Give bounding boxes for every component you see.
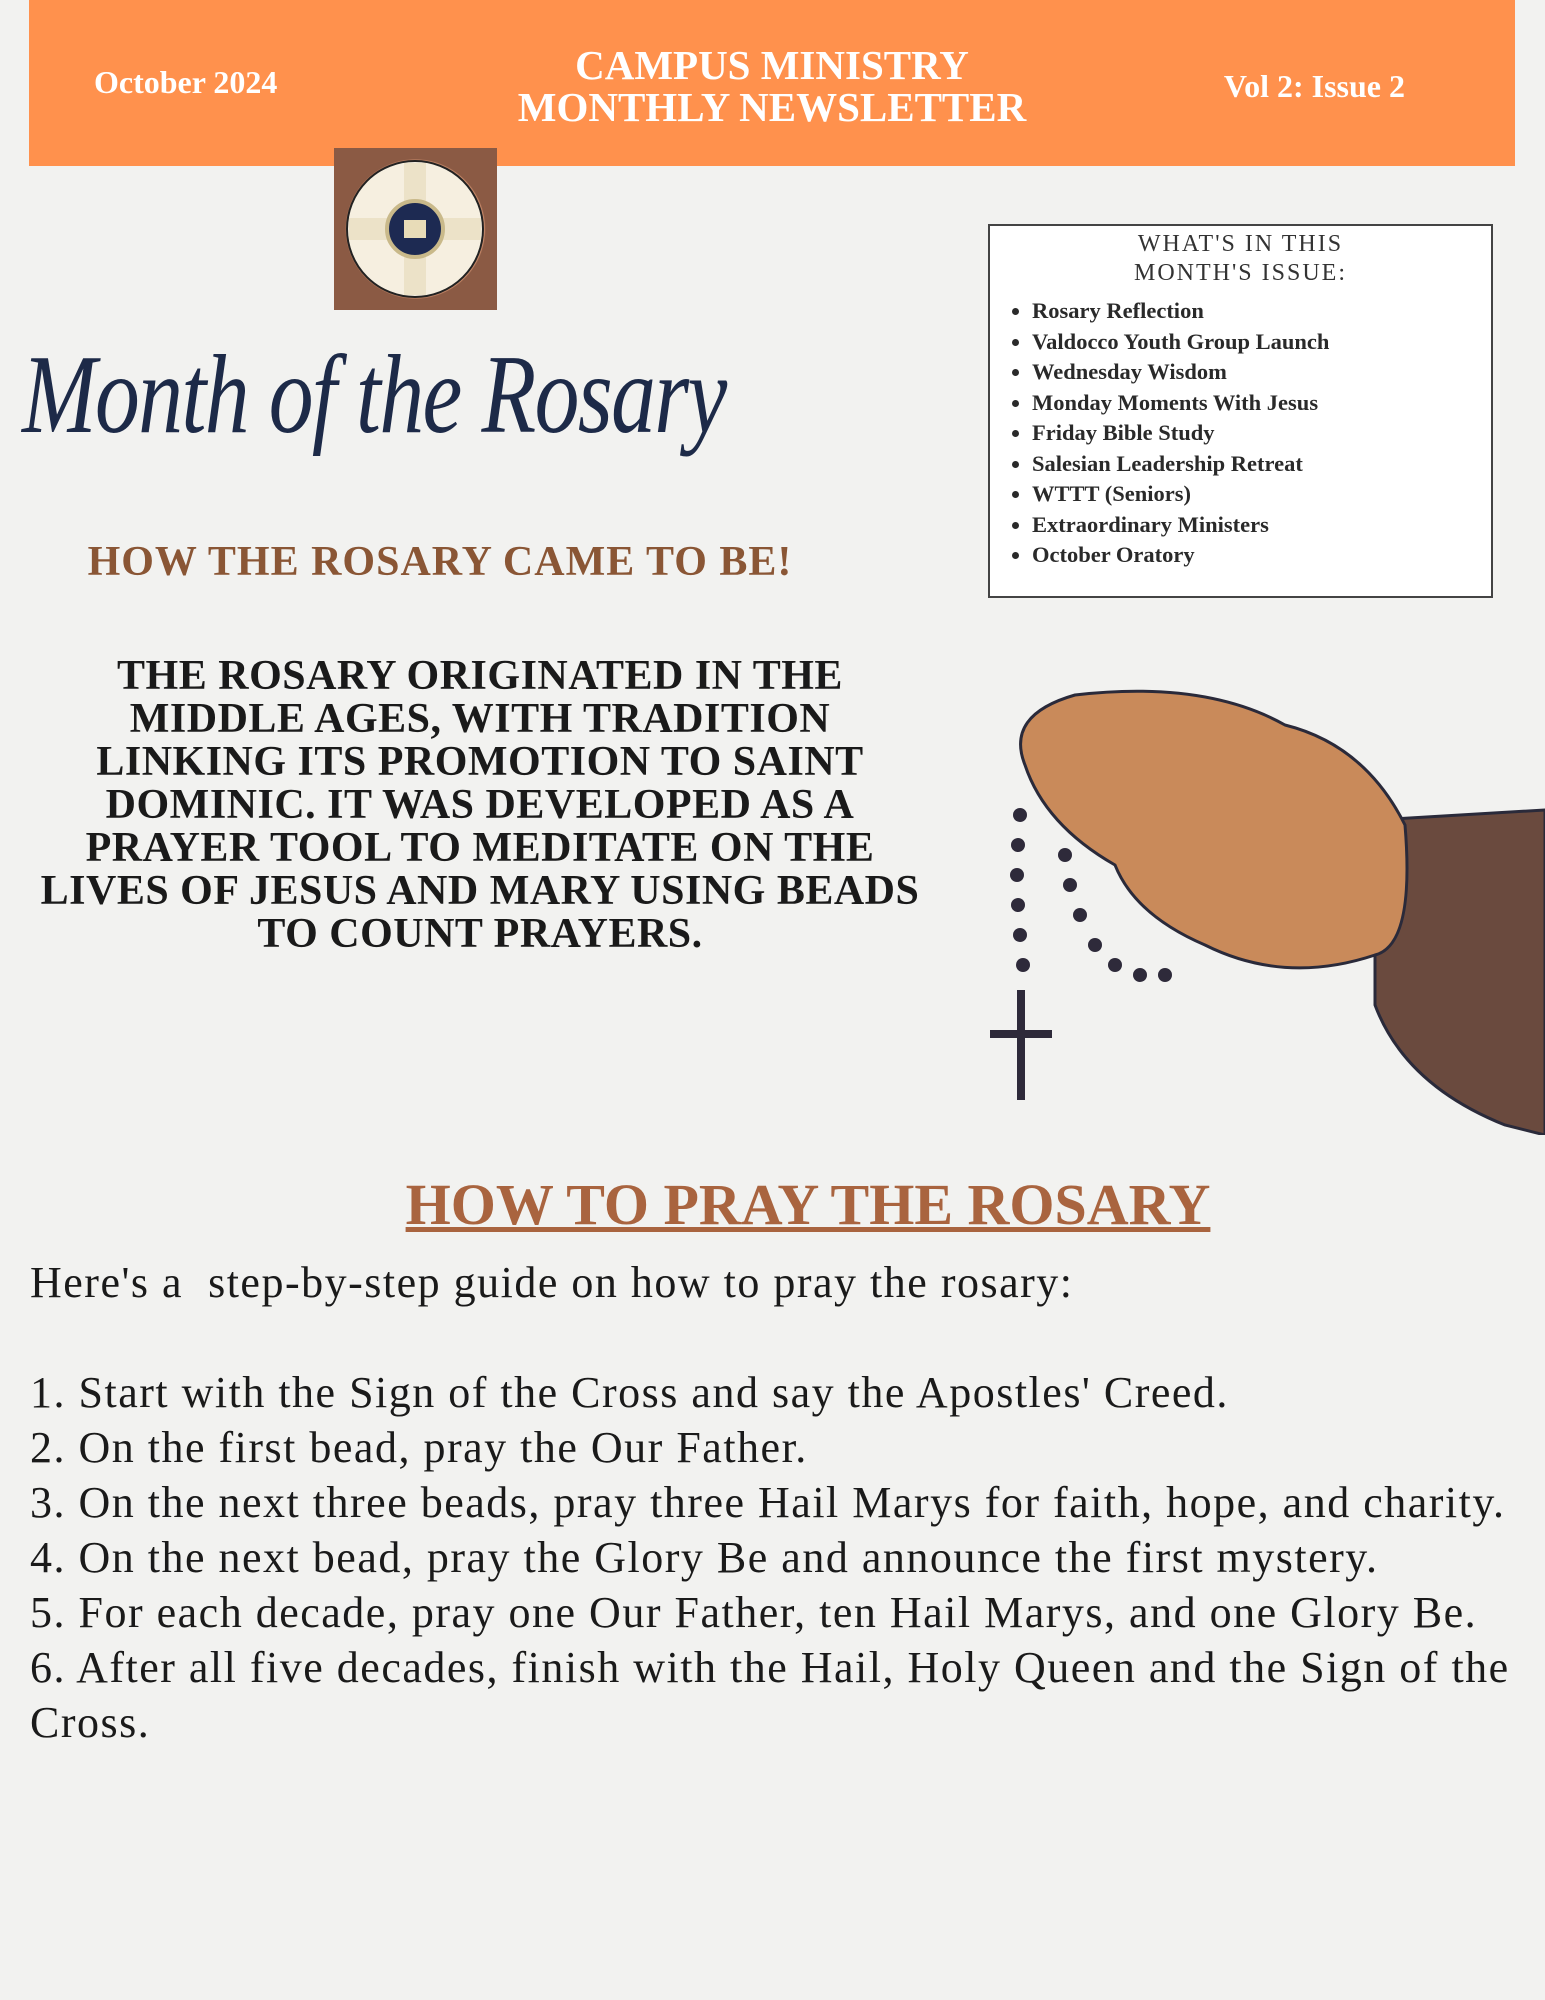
guide-heading: HOW TO PRAY THE ROSARY [405, 1172, 1211, 1237]
guide-step: 2. On the first bead, pray the Our Father. [30, 1423, 808, 1472]
campus-ministry-logo [334, 148, 497, 310]
guide-intro: Here's a step-by-step guide on how to pray the rosary: [30, 1258, 1074, 1307]
title-line-2: MONTHLY NEWSLETTER [517, 84, 1027, 130]
toc-item: • Valdocco Youth Group Launch [1032, 327, 1491, 358]
guide-step: 3. On the next three beads, pray three Hail Marys for faith, hope, and charity. [30, 1478, 1506, 1527]
toc-item: • Wednesday Wisdom [1032, 357, 1491, 388]
toc-item: • Friday Bible Study [1032, 418, 1491, 449]
table-of-contents [988, 224, 1493, 598]
feature-body: THE ROSARY ORIGINATED IN THE MIDDLE AGES, WITH TRADITION LINKING ITS PROMOTION TO SAINT DOMINIC. IT WAS DEVELOPED AS A PRAYER TOOL TO MEDITATE ON THE LIVES OF JESUS AND MARY USING BEADS TO COUNT PRAYERS. [40, 653, 920, 957]
toc-item: • Monday Moments With Jesus [1032, 388, 1491, 419]
issue-date: October 2024 [94, 64, 278, 100]
guide-step: 5. For each decade, pray one Our Father, ten Hail Marys, and one Glory Be. [30, 1588, 1478, 1637]
newsletter-title [419, 44, 1125, 128]
praying-hand-rosary-illustration [985, 685, 1545, 1135]
guide-step: 1. Start with the Sign of the Cross and say the Apostles' Creed. [30, 1368, 1229, 1417]
toc-item: • WTTT (Seniors) [1032, 479, 1491, 510]
toc-item: • Rosary Reflection [1032, 296, 1491, 327]
newsletter-header [29, 0, 1515, 166]
toc-item: • Salesian Leadership Retreat [1032, 449, 1491, 480]
toc-item: • October Oratory [1032, 540, 1491, 571]
toc-item: • Extraordinary Ministers [1032, 510, 1491, 541]
issue-volume: Vol 2: Issue 2 [1223, 68, 1405, 104]
guide-step: 6. After all five decades, finish with the Hail, Holy Queen and the Sign of the Cross. [30, 1643, 1510, 1747]
feature-title: Month of the Rosary [22, 333, 726, 457]
title-line-1: CAMPUS MINISTRY [575, 42, 969, 88]
toc-heading: WHAT'S IN THIS MONTH'S ISSUE: [1133, 231, 1347, 286]
guide-step: 4. On the next bead, pray the Glory Be and announce the first mystery. [30, 1533, 1379, 1582]
feature-subtitle: HOW THE ROSARY CAME TO BE! [87, 539, 793, 585]
guide-steps [30, 1255, 1520, 1750]
